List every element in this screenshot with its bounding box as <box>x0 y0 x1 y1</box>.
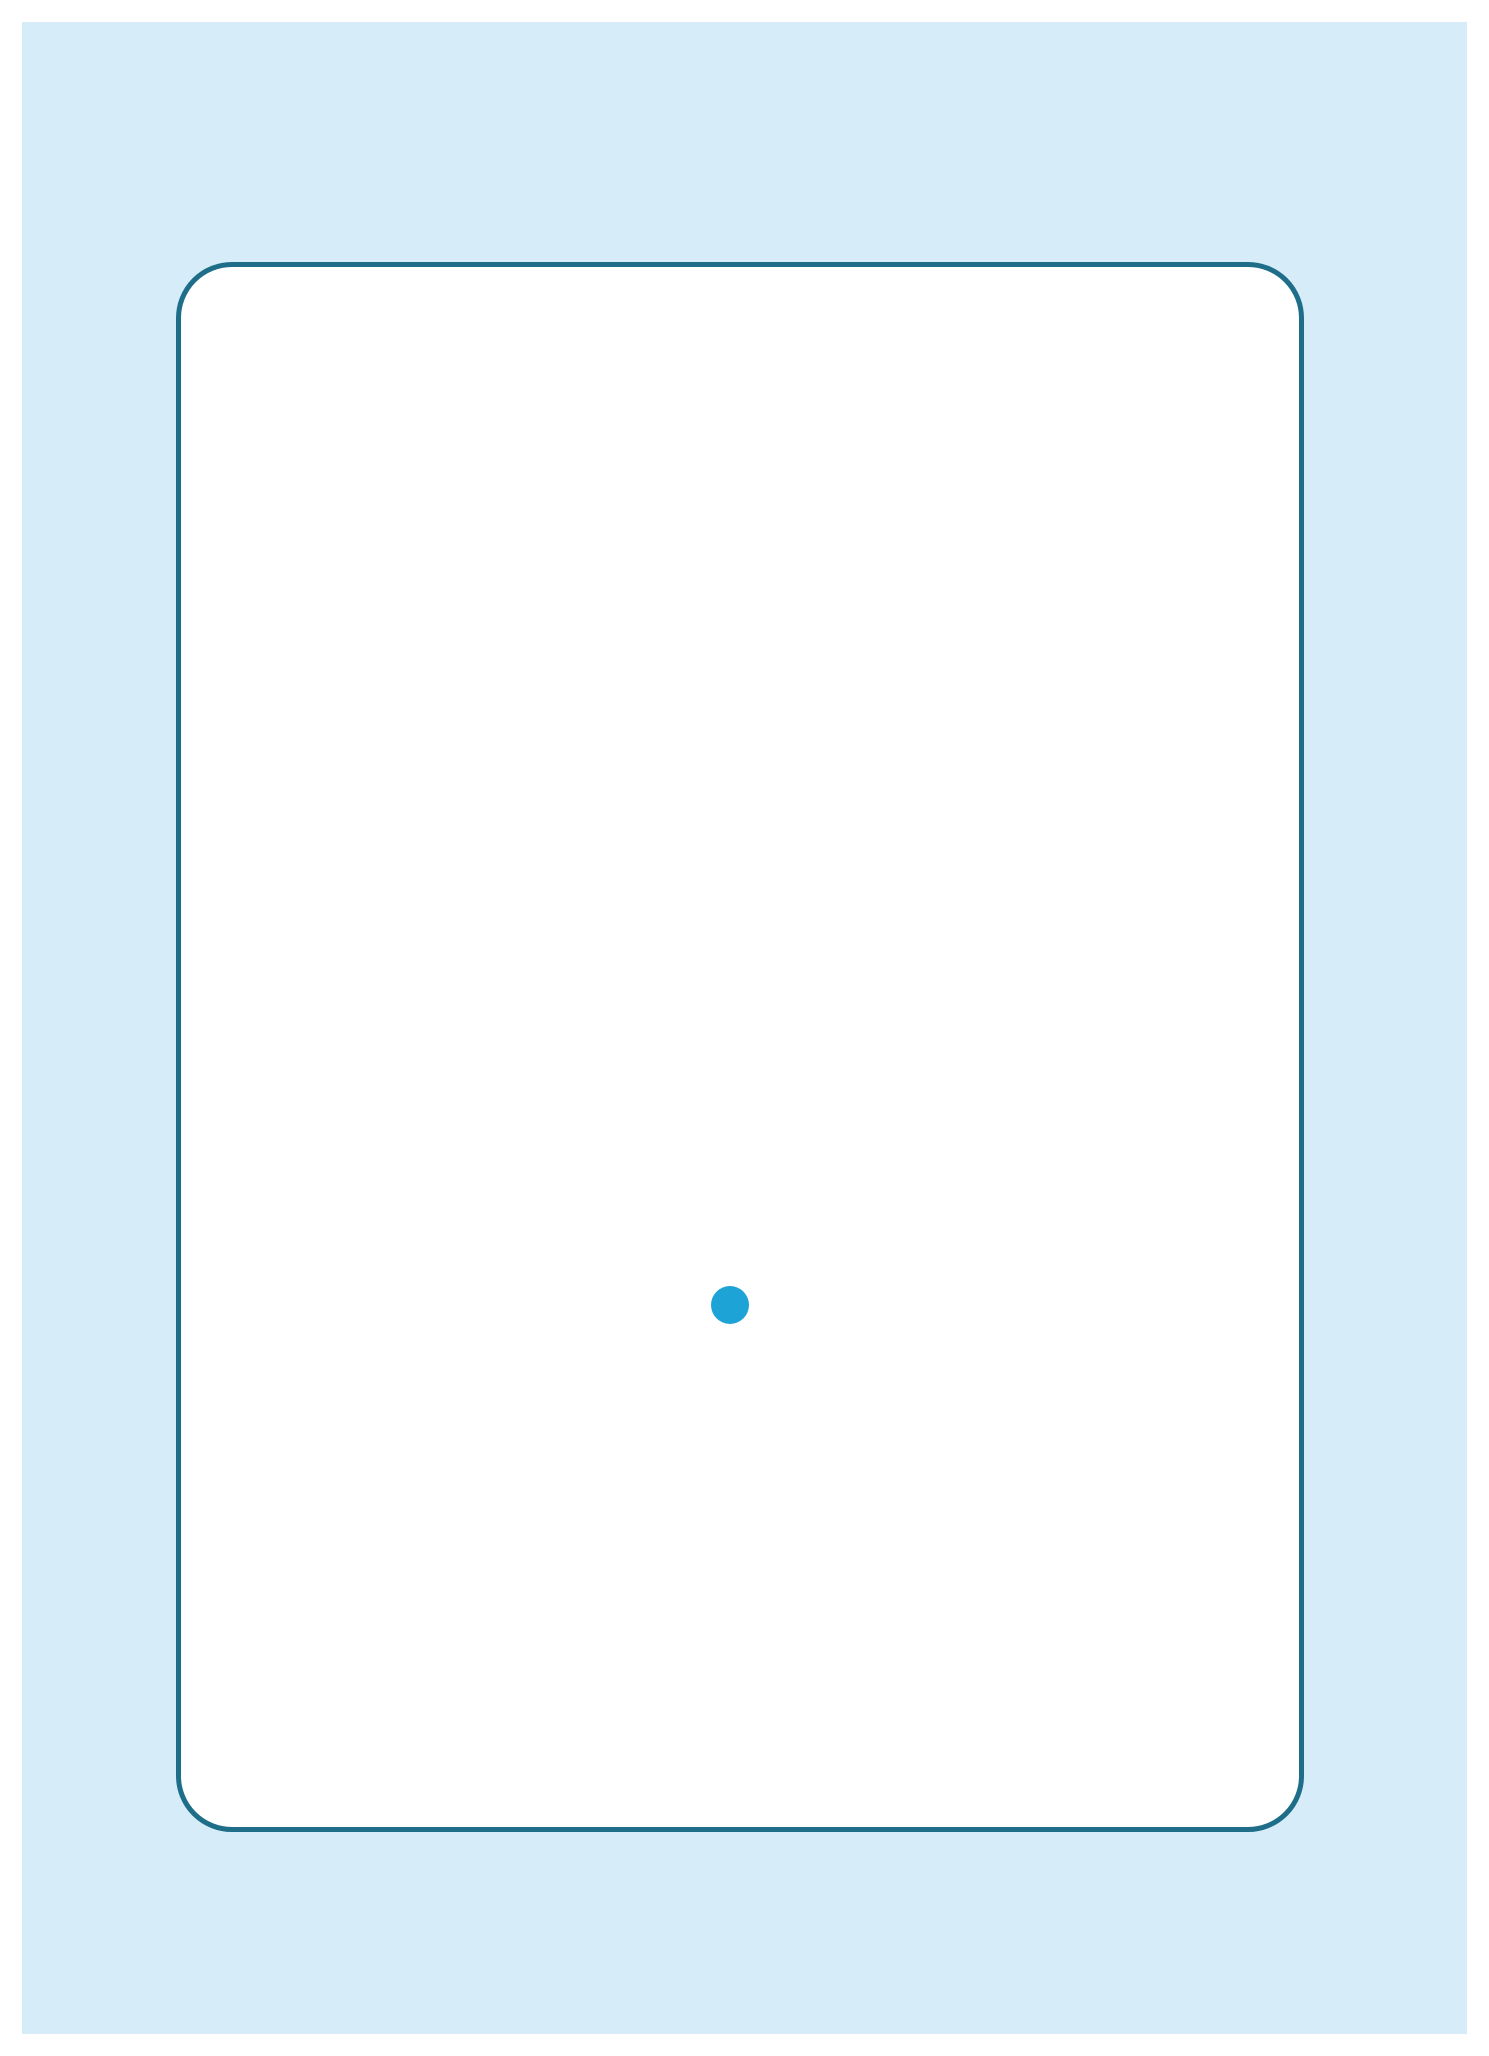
toc-panel <box>176 262 1304 1832</box>
chapter-number-badge <box>711 1286 749 1324</box>
chapter-heading <box>181 1275 1309 1335</box>
